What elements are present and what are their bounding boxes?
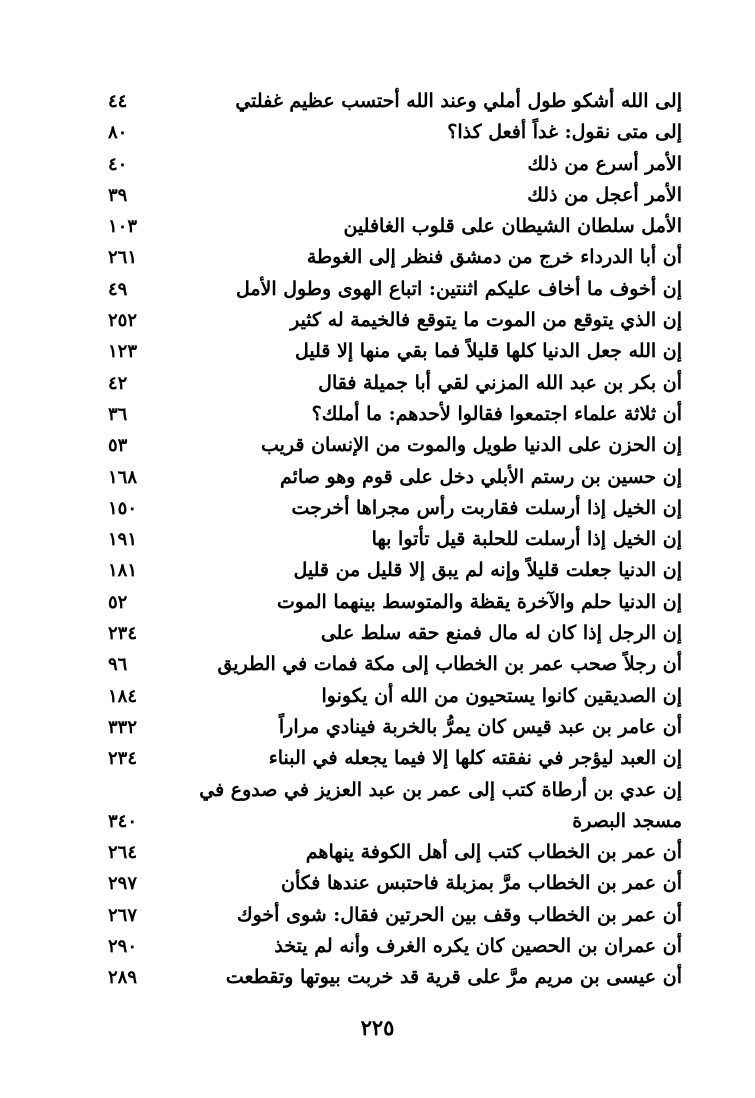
index-entry-text: إن الدنيا حلم والآخرة يقظة والمتوسط بينهما الموت	[277, 590, 682, 613]
index-entry	[108, 837, 682, 868]
index-entry	[108, 618, 682, 649]
index-entry	[108, 493, 682, 524]
index-entry	[108, 242, 682, 273]
index-entry-text: الأمر أسرع من ذلك	[527, 152, 682, 175]
index-entry	[108, 149, 682, 180]
index-entry-text: إن العبد ليؤجر في نفقته كلها إلا فيما يجعله في البناء	[268, 747, 682, 770]
index-entry-text: أن عمران بن الحصين كان يكره الغرف وأنه لم يتخذ	[274, 935, 682, 958]
index-entry-text: إن الحزن على الدنيا طويل والموت من الإنسان قريب	[260, 434, 682, 457]
index-entry	[108, 368, 682, 399]
index-entry-text: إن الله جعل الدنيا كلها قليلاً فما بقي منها إلا قليل	[294, 340, 682, 363]
index-entry-text: أن رجلاً صحب عمر بن الخطاب إلى مكة فمات في الطريق	[217, 653, 682, 676]
index-entry-page-number: ٤٤	[108, 91, 128, 112]
index-entry	[108, 86, 682, 117]
index-entry-page-number: ٤٠	[108, 153, 128, 175]
index-entry-page-number: ٢٩٠	[108, 936, 138, 958]
index-entry-page-number: ٤٩	[108, 278, 128, 300]
index-entry	[108, 962, 682, 993]
index-entry-page-number: ٢٨٩	[108, 967, 138, 989]
index-entry	[108, 524, 682, 555]
index-entry	[108, 211, 682, 242]
index-entry-page-number: ٥٣	[108, 435, 128, 457]
index-entry	[108, 117, 682, 148]
index-entry-page-number: ٢٩٧	[108, 873, 138, 895]
index-entry-page-number: ٩٦	[108, 654, 128, 676]
index-entry-text: إن أخوف ما أخاف عليكم اثنتين: اتباع الهوى وطول الأمل	[235, 277, 682, 300]
index-entry-page-number: ١٩١	[108, 529, 138, 551]
index-entry-text: إن الخيل إذا أرسلت للحلبة قيل تأتوا بها	[371, 528, 682, 551]
index-entry-page-number: ٢٦٤	[108, 842, 138, 864]
index-entry	[108, 587, 682, 618]
index-entry	[108, 336, 682, 367]
index-entry	[108, 743, 682, 774]
index-entry-page-number: ١٦٨	[108, 466, 138, 488]
index-entry	[108, 274, 682, 305]
index-entry-page-number: ٢٣٤	[108, 623, 138, 645]
index-list	[108, 86, 682, 994]
index-entry-text: الأمل سلطان الشيطان على قلوب الغافلين	[343, 215, 682, 238]
index-entry-page-number: ١٠٣	[108, 216, 138, 238]
index-entry-text: أن عمر بن الخطاب مرَّ بمزبلة فاحتبس عندها فكأن	[281, 872, 682, 895]
index-entry	[108, 649, 682, 680]
index-entry-page-number: ٢٣٤	[108, 748, 138, 770]
index-entry-text: أن ثلاثة علماء اجتمعوا فقالوا لأحدهم: ما أملك؟	[311, 402, 682, 425]
index-entry-page-number: ٢٦٧	[108, 904, 138, 926]
index-entry-page-number: ١٨١	[108, 560, 138, 582]
index-entry-text: أن أبا الدرداء خرج من دمشق فنظر إلى الغوطة	[306, 246, 682, 269]
index-entry-page-number: ٣٣٢	[108, 716, 138, 738]
index-entry-text: إن عدي بن أرطاة كتب إلى عمر بن عبد العزيز في صدوع في مسجد البصرة	[199, 778, 682, 832]
index-entry-page-number: ٨٠	[108, 122, 128, 144]
index-entry	[108, 900, 682, 931]
index-entry	[108, 868, 682, 899]
index-entry	[108, 931, 682, 962]
index-entry-text: إلى الله أشكو طول أملي وعند الله أحتسب عظيم غفلتي	[235, 90, 682, 112]
index-entry-text: إن الدنيا جعلت قليلاً وإنه لم يبق إلا قليل من قليل	[293, 559, 682, 582]
index-entry-page-number: ١٨٤	[108, 685, 138, 707]
index-entry-text: الأمر أعجل من ذلك	[527, 183, 682, 206]
index-entry-text: أن عمر بن الخطاب وقف بين الحرتين فقال: شوى أخوك	[236, 903, 682, 926]
index-entry-text: أن بكر بن عبد الله المزني لقي أبا جميلة فقال	[318, 371, 682, 394]
index-entry-page-number: ٤٢	[108, 372, 128, 394]
index-entry	[108, 180, 682, 211]
index-entry-page-number: ١٢٣	[108, 341, 138, 363]
index-entry-text: أن عامر بن عبد قيس كان يمرُّ بالخربة فينادي مراراً	[278, 715, 682, 738]
index-entry-text: إن الخيل إذا أرسلت فقاربت رأس مجراها أخرجت	[291, 496, 682, 519]
index-entry-page-number: ٣٤٠	[108, 810, 138, 832]
index-entry	[108, 555, 682, 586]
index-entry-page-number: ٢٦١	[108, 247, 138, 269]
index-entry-text: إن حسين بن رستم الأبلي دخل على قوم وهو صائم	[280, 465, 682, 488]
index-entry	[108, 712, 682, 743]
index-entry	[108, 305, 682, 336]
index-entry	[108, 775, 682, 838]
index-entry-page-number: ٥٢	[108, 591, 128, 613]
page-number: ٢٢٥	[360, 1015, 395, 1040]
index-entry-text: إن الرجل إذا كان له مال فمنع حقه سلط على	[320, 622, 682, 645]
index-entry-page-number: ١٥٠	[108, 497, 138, 519]
index-entry	[108, 430, 682, 461]
index-entry-text: أن عمر بن الخطاب كتب إلى أهل الكوفة ينهاهم	[305, 841, 682, 864]
index-entry-page-number: ٢٥٢	[108, 310, 138, 332]
index-entry-text: إن الصديقين كانوا يستحيون من الله أن يكونوا	[321, 684, 682, 707]
index-entry	[108, 681, 682, 712]
index-entry-page-number: ٣٩	[108, 184, 128, 206]
index-entry-text: إن الذي يتوقع من الموت ما يتوقع فالخيمة له كثير	[290, 309, 682, 332]
index-entry-page-number: ٣٦	[108, 403, 128, 425]
index-entry-text: أن عيسى بن مريم مرَّ على قرية قد خربت بيوتها وتقطعت	[225, 966, 682, 989]
index-entry	[108, 462, 682, 493]
index-entry-text: إلى متى نقول: غداً أفعل كذا؟	[447, 121, 682, 144]
index-entry	[108, 399, 682, 430]
